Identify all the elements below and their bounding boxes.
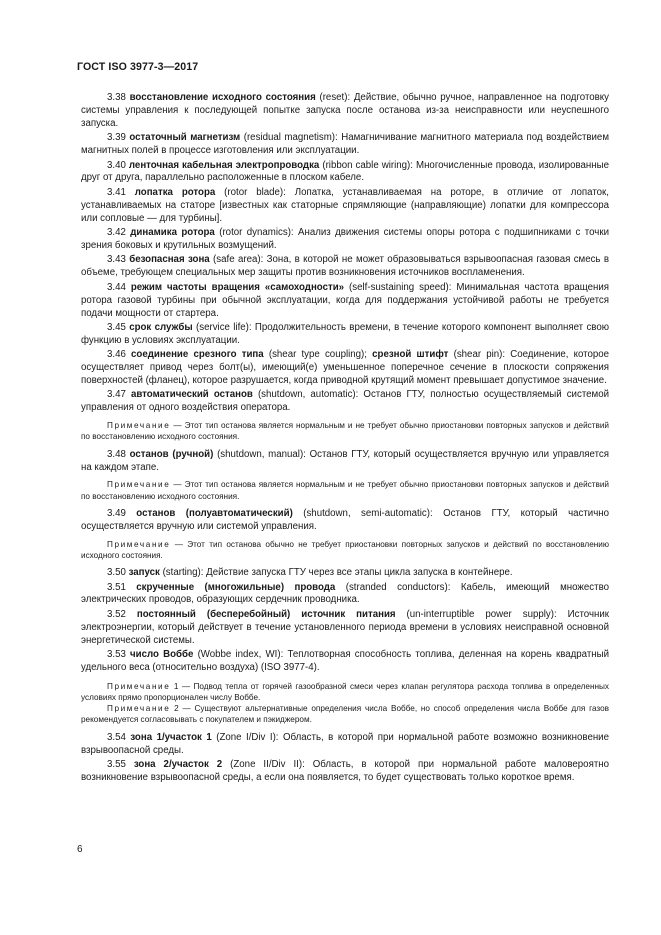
entry-3-46 (81, 349, 609, 388)
entry-definition: (ribbon cable wiring): Многочисленные провода, изолированные друг от друга, параллельно расположенные в плоском кабеле. (81, 159, 609, 184)
entry-number: 3.49 (107, 507, 126, 519)
entry-3-41 (81, 187, 609, 226)
entry-3-43 (81, 254, 609, 280)
entry-3-42 (81, 227, 609, 253)
entry-definition: (self-sustaining speed): Минимальная частота вращения ротора газовой турбины при обычной эксплуатации, когда для поддержания устойчивой работы не требуется подачи мощности от стартера. (81, 281, 609, 319)
entry-term: режим частоты вращения «самоходности» (130, 281, 345, 293)
entry-term: скрученные (многожильные) провода (136, 581, 336, 593)
entry-definition: (residual magnetism): Намагничивание магнитного материала под воздействием магнитных полей в процессе изготовления или эксплуатации. (81, 132, 609, 157)
entry-definition: (shutdown, manual): Останов ГТУ, который осуществляется вручную или управляется на каждом этапе. (81, 448, 609, 473)
entry-definition: (service life): Продолжительность времени, в течение которого компонент выполняет свою функцию в условиях эксплуатации. (81, 321, 609, 346)
entry-number: 3.42 (107, 227, 126, 239)
entry-definition: (Wobbe index, WI): Теплотворная способность топлива, деленная на корень квадратный удельного веса (относительно воздуха) (ISO 3977-4). (81, 649, 610, 673)
note-label: Примечание (107, 480, 171, 490)
entry-3-52 (81, 609, 609, 648)
note-3-49 (81, 539, 609, 561)
note-label: Примечание (107, 421, 171, 431)
note-text: — Этот тип останова является нормальным и не требует обычно приостановки повторных запусков и действий по восстановлению исходного состояния. (81, 480, 609, 501)
entry-number: 3.40 (107, 159, 126, 171)
note-text: — Этот тип останова является нормальным и не требует обычно приостановки повторных запусков и действий по восстановлению исходного состояния. (81, 421, 609, 442)
note-text: 2 — Существуют альтернативные определения числа Воббе, но способ определения числа Воббе для газов рекомендуется согласовывать с покупателем и пэкиджером. (81, 704, 609, 725)
entry-number: 3.53 (107, 649, 126, 661)
note-text: 1 — Подвод тепла от горячей газообразной смеси через клапан регулятора расхода топлива в определенных условиях прямо пропорционален числу Воббе. (81, 681, 609, 703)
entry-definition: (rotor dynamics): Анализ движения системы опоры ротора с подшипниками с точки зрения боковых и крутильных возмущений. (81, 227, 609, 251)
entry-definition: (shutdown, automatic): Останов ГТУ, полностью осуществляемый системой управления от одного воздействия оператора. (81, 389, 609, 414)
entry-definition: (shear type coupling); (263, 349, 373, 361)
entry-3-51 (81, 582, 609, 608)
entry-number: 3.41 (107, 186, 126, 198)
entry-number: 3.47 (107, 389, 126, 401)
entry-3-44 (81, 282, 609, 321)
entry-term: зона 2/участок 2 (133, 758, 223, 770)
entry-term: зона 1/участок 1 (130, 731, 212, 743)
entry-number: 3.39 (107, 132, 126, 144)
entry-definition: (Zone I/Div I): Область, в которой при нормальной работе возможно возникновение взрывоопасной среды. (81, 731, 609, 756)
entry-definition: (shutdown, semi-automatic): Останов ГТУ, который частично осуществляется вручную или системой управления. (81, 507, 609, 532)
entry-3-49 (81, 508, 609, 534)
entry-number: 3.54 (107, 731, 126, 743)
entry-number: 3.51 (107, 581, 126, 593)
entry-number: 3.48 (107, 448, 126, 460)
entry-term: динамика ротора (130, 227, 215, 239)
note-text: — Этот тип останова обычно не требует приостановки повторных запусков и действий по восстановлению исходного состояния. (81, 539, 609, 560)
entry-definition: (stranded conductors): Кабель, имеющий множество электрических проводов, образующих сердечник проводника. (81, 581, 609, 606)
entry-3-40 (81, 160, 609, 186)
entry-number: 3.43 (107, 254, 126, 266)
entry-term: ленточная кабельная электропроводка (128, 159, 320, 171)
entry-3-54 (81, 732, 609, 758)
entry-term: останов (ручной) (129, 448, 214, 460)
entry-number: 3.52 (107, 608, 126, 620)
entry-3-38 (81, 92, 609, 131)
note-3-53-1 (81, 681, 609, 703)
entry-3-48 (81, 449, 609, 475)
entry-number: 3.46 (107, 349, 126, 361)
note-3-53-2 (81, 703, 609, 725)
entry-term: постоянный (бесперебойный) источник питания (136, 608, 396, 620)
page-header: ГОСТ ISO 3977-3—2017 (77, 61, 199, 73)
entry-3-39 (81, 132, 609, 158)
entry-term: запуск (128, 567, 160, 579)
note-label: Примечание (107, 681, 171, 691)
entry-term: автоматический останов (130, 389, 253, 401)
entry-term: останов (полуавтоматический) (136, 507, 293, 519)
page-number: 6 (77, 844, 83, 855)
document-body (81, 92, 609, 786)
entry-number: 3.38 (107, 92, 126, 103)
entry-definition: (starting): Действие запуска ГТУ через все этапы цикла запуска в контейнере. (159, 567, 513, 579)
entry-3-45 (81, 322, 609, 348)
entry-3-50 (81, 567, 609, 580)
entry-3-55 (81, 759, 609, 785)
entry-term: соединение срезного типа (131, 349, 264, 361)
entry-term: безопасная зона (129, 254, 210, 266)
entry-term: остаточный магнетизм (129, 132, 241, 144)
entry-number: 3.50 (107, 567, 126, 579)
entry-3-53 (81, 649, 609, 675)
note-label: Примечание (107, 539, 171, 549)
entry-definition: (reset): Действие, обычно ручное, направленное на подготовку системы управления к последующей попытке запуска после останова из-за неисправности или неуспешного запуска. (81, 92, 609, 129)
entry-number: 3.44 (107, 281, 126, 293)
entry-definition: (rotor blade): Лопатка, устанавливаемая на роторе, в отличие от лопаток, устанавливаемых на статоре [известных как статорные спрямляющие (направляющие) лопатки для компрессора или сопловые — для турбины]. (81, 186, 609, 224)
entry-term: восстановление исходного состояния (129, 92, 316, 103)
entry-definition: (safe area): Зона, в которой не может образовываться взрывоопасная газовая смесь в объеме, требующем специальных мер защиты против возникновения источников воспламенения. (81, 254, 609, 279)
entry-term: число Воббе (130, 649, 194, 661)
entry-3-47 (81, 389, 609, 415)
entry-term: срок службы (129, 321, 193, 333)
entry-definition: (un-interruptible power supply): Источник электроэнергии, который действует в течение установленного периода времени в условиях неисправной основной энергетической системы. (81, 608, 609, 646)
entry-number: 3.55 (107, 758, 126, 770)
entry-definition: (Zone II/Div II): Область, в которой при нормальной работе маловероятно возникновение взрывоопасной среды, а если она появляется, то будет существовать только короткое время. (81, 758, 609, 783)
note-3-48 (81, 479, 609, 501)
entry-number: 3.45 (107, 321, 126, 333)
note-label: Примечание (107, 704, 171, 714)
entry-definition: (shear pin): Соединение, которое осуществляет привод через болт(ы), имеющий(е) уменьшенное поперечное сечение в плоскости сопряжения поверхностей (фланец), которое разрушается, когда приводной крутящий момент превышает допустимое значение. (81, 349, 610, 387)
entry-term: лопатка ротора (134, 186, 216, 198)
entry-term-secondary: срезной штифт (372, 349, 449, 361)
note-3-47 (81, 420, 609, 442)
